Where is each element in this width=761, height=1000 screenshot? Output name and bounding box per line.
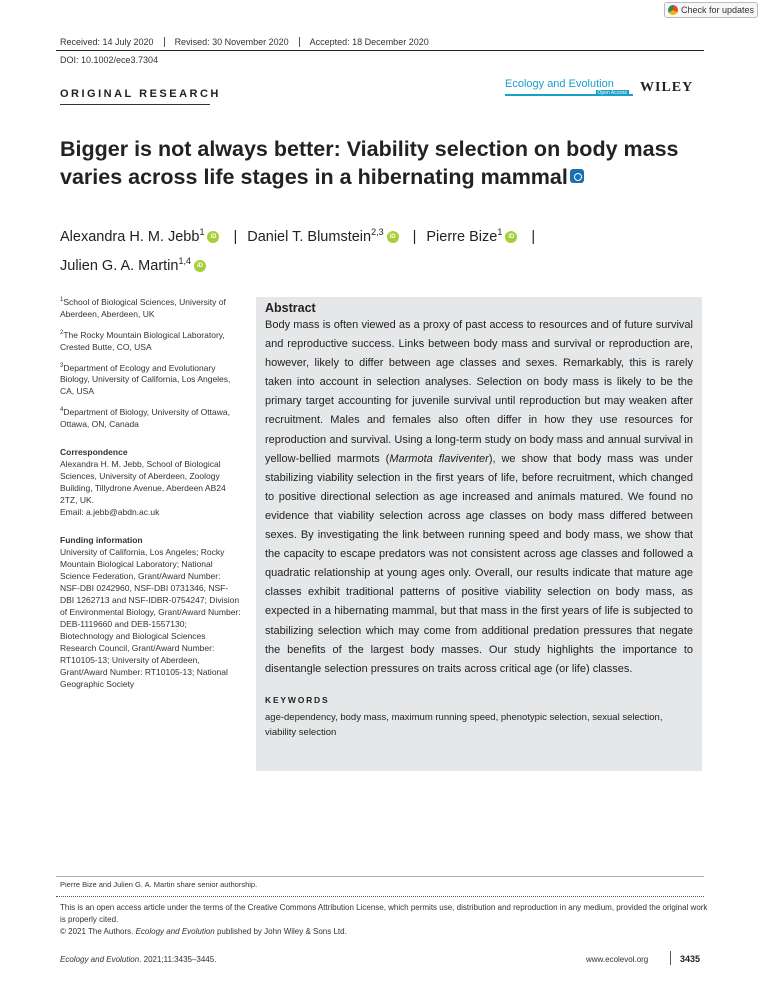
abstract-heading: Abstract — [265, 301, 316, 315]
section-rule — [60, 104, 210, 105]
header-rule — [56, 50, 704, 51]
accepted-date: Accepted: 18 December 2020 — [309, 37, 429, 47]
correspondence-text: Alexandra H. M. Jebb, School of Biological Sciences, University of Aberdeen, Zoology Building, Tillydrone Avenue, Aberdeen AB24 2TZ, UK. — [60, 459, 226, 506]
affiliation-number: 4 — [60, 407, 64, 414]
footnote-rule — [56, 876, 704, 877]
received-date: Received: 14 July 2020 — [60, 37, 165, 47]
article-title — [60, 135, 700, 191]
orcid-icon[interactable]: iD — [207, 231, 219, 243]
footer-citation-text: . 2021;11:3435–3445. — [139, 955, 217, 964]
left-column — [60, 294, 242, 690]
affiliation-number: 2 — [60, 329, 64, 336]
author-name[interactable]: Julien G. A. Martin — [60, 257, 179, 274]
author-affil: 1 — [497, 227, 503, 237]
doi[interactable]: DOI: 10.1002/ece3.7304 — [60, 55, 159, 65]
correspondence-email[interactable]: Email: a.jebb@abdn.ac.uk — [60, 507, 160, 518]
affiliation-text: Department of Biology, University of Ottawa, Ottawa, ON, Canada — [60, 407, 230, 430]
copyright-line — [60, 926, 710, 938]
footer-citation — [60, 955, 216, 964]
correspondence-heading: Correspondence — [60, 447, 128, 458]
abstract-text — [265, 316, 693, 679]
journal-logo-name: Ecology and Evolution — [505, 78, 614, 90]
check-for-updates-button[interactable] — [664, 2, 758, 18]
crossmark-icon — [668, 5, 678, 15]
check-for-updates-label: Check for updates — [681, 5, 755, 15]
affiliation-text: The Rocky Mountain Biological Laboratory, Crested Butte, CO, USA — [60, 329, 225, 352]
journal-logo[interactable] — [505, 78, 633, 96]
author-affil: 1 — [199, 227, 205, 237]
affiliation — [60, 294, 242, 320]
open-research-badge-icon[interactable] — [570, 169, 584, 183]
affiliation-text: Department of Ecology and Evolutionary Biology, University of California, Los Angeles, CA, USA — [60, 362, 231, 397]
author-separator: | — [233, 228, 238, 245]
affiliation-number: 3 — [60, 362, 64, 369]
article-dates — [60, 37, 449, 47]
section-label: ORIGINAL RESEARCH — [60, 88, 221, 100]
revised-date: Revised: 30 November 2020 — [175, 37, 300, 47]
footer-divider — [670, 951, 671, 965]
affiliation — [60, 327, 242, 353]
affiliation — [60, 360, 242, 398]
license-rule — [56, 896, 704, 897]
abstract-box — [256, 297, 702, 771]
open-access-badge: Open Access — [597, 90, 627, 96]
abstract-text-part: Body mass is often viewed as a proxy of past access to resources and of future survival and reproductive success. Links between body mass and survival or reproduction are, however, likely to differ between age classes and sexes. Remarkably, this is rarely taken into account in selection analyses. Selection on body mass is likely to be the primary target accounting for juvenile survival until reproduction but may weaken after recruitment. Males and females also often differ in how they use resources for reproduction and survival. Using a long-term study on body mass and annual survival in yellow-bellied marmots ( — [265, 319, 693, 465]
orcid-icon[interactable]: iD — [387, 231, 399, 243]
author-note: Pierre Bize and Julien G. A. Martin share senior authorship. — [60, 880, 258, 889]
footer-journal: Ecology and Evolution — [60, 955, 140, 964]
keywords-text: age-dependency, body mass, maximum running speed, phenotypic selection, sexual selection, viability selection — [265, 711, 663, 739]
species-name: Marmota flaviventer — [389, 452, 489, 465]
abstract-text-part: ), we show that body mass was under stabilizing viability selection in the first years of life, before recruitment, which changed to positive directional selection as age increased and animals matured. We found no evidence that viability selection across age classes on body mass differed between sexes. By investigating the link between running speed and body mass, we show that the capacity to escape predators was not consistent across age classes and followed a quadratic relationship at young ages only. Overall, our results indicate that mature age classes exhibit traditional patterns of positive viability selection on body mass, as expected in a hibernating mammal, but that mass in the first years of life is subjected to stabilizing selection which may come from additional predation pressures that negate the benefits of the largest body masses. Our study highlights the importance to disentangle selection pressures on traits across critical age (or life) classes. — [265, 452, 694, 675]
funding-heading: Funding information — [60, 535, 143, 546]
author-name[interactable]: Alexandra H. M. Jebb — [60, 228, 200, 245]
orcid-icon[interactable]: iD — [194, 260, 206, 272]
author-separator: | — [412, 228, 417, 245]
affiliation — [60, 404, 242, 430]
article-title-text: Bigger is not always better: Viability selection on body mass varies across life stages in a hibernating mammal — [60, 137, 679, 189]
copyright-prefix: © 2021 The Authors. — [60, 927, 136, 936]
footer-url[interactable]: www.ecolevol.org — [586, 955, 649, 964]
author-separator: | — [531, 228, 536, 245]
license-line: This is an open access article under the terms of the Creative Commons Attribution License, which permits use, distribution and reproduction in any medium, provided the original work is properly cited. — [60, 903, 708, 924]
orcid-icon[interactable]: iD — [505, 231, 517, 243]
author-name[interactable]: Pierre Bize — [426, 228, 498, 245]
keywords-heading: KEYWORDS — [265, 694, 330, 705]
publisher-logo[interactable]: WILEY — [640, 80, 694, 95]
author-list — [60, 220, 710, 278]
affiliation-number: 1 — [60, 297, 64, 303]
author-affil: 1,4 — [178, 255, 191, 266]
copyright-journal: Ecology and Evolution — [135, 927, 215, 936]
license-text — [60, 902, 710, 938]
author-affil: 2,3 — [371, 227, 384, 237]
author-name[interactable]: Daniel T. Blumstein — [247, 228, 372, 245]
page-number: 3435 — [680, 954, 701, 964]
copyright-suffix: published by John Wiley & Sons Ltd. — [214, 927, 347, 936]
affiliation-text: School of Biological Sciences, University of Aberdeen, Aberdeen, UK — [60, 296, 226, 319]
funding-text: University of California, Los Angeles; Rocky Mountain Biological Laboratory; National Science Federation, Grant/Award Number: NSF-DBI 0242960, NSF-DBI 0731346, NSF-DBI 1262713 and NSF-IDBR-0754247; Division of Environmental Biology, Grant/Award Number: DEB-1119660 and DEB-1557130; Biotechnology and Biological Sciences Research Council, Grant/Award Number: RT10105-13; University of Aberdeen, Grant/Award Number: RT10105-13; National Geographic Society — [60, 547, 241, 690]
